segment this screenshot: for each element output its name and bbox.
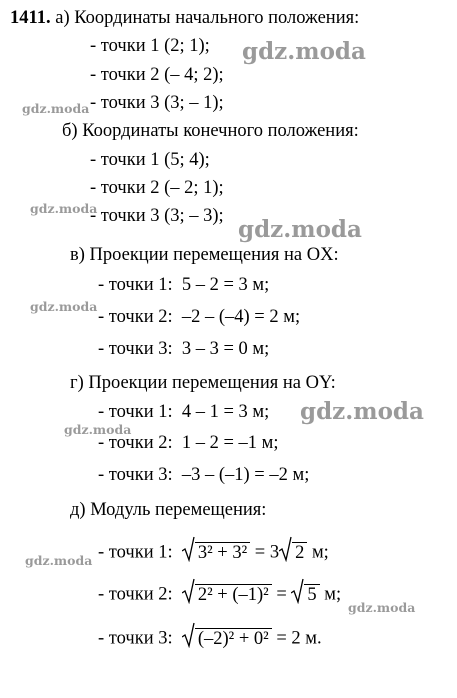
- watermark: gdz.moda: [64, 422, 132, 437]
- radicand: 2² + (–1)²: [195, 584, 272, 605]
- problem-number: 1411.: [10, 8, 51, 28]
- item-label: - точки 3:: [98, 465, 173, 485]
- watermark: gdz.moda: [300, 398, 424, 425]
- radicand: (–2)² + 0²: [195, 628, 272, 649]
- problem-heading-a: [10, 9, 359, 28]
- radical-sign-icon: [182, 622, 195, 648]
- radicand: 3² + 3²: [195, 542, 250, 563]
- section-a-item-3: - точки 3 (3; – 1);: [90, 93, 224, 113]
- result-prefix: =: [276, 584, 287, 605]
- section-b-heading: б) Координаты конечного положения:: [62, 121, 359, 141]
- section-b-item-1: - точки 1 (5; 4);: [90, 150, 210, 170]
- result-prefix: = 2 м.: [276, 628, 322, 649]
- watermark: gdz.moda: [25, 553, 93, 568]
- watermark: gdz.moda: [238, 216, 362, 243]
- section-g-heading: г) Проекции перемещения на OY:: [70, 373, 336, 393]
- watermark: gdz.moda: [22, 101, 90, 116]
- result-prefix: = 3: [254, 542, 280, 563]
- section-v-heading: в) Проекции перемещения на OX:: [70, 245, 339, 265]
- item-label: - точки 1:: [98, 275, 173, 295]
- section-a-heading: а) Координаты начального положения:: [55, 8, 360, 28]
- result-radicand: 2: [292, 542, 307, 563]
- section-a-item-2: - точки 2 (– 4; 2);: [90, 65, 224, 85]
- section-v-item-2: [98, 308, 300, 327]
- item-label: - точки 1:: [98, 542, 173, 563]
- watermark: gdz.moda: [242, 38, 366, 65]
- radical-sign-icon: [291, 578, 304, 604]
- item-label: - точки 1:: [98, 402, 173, 422]
- section-d-item-3: [98, 622, 322, 648]
- section-d-item-1: [98, 536, 329, 562]
- item-label: - точки 3:: [98, 628, 173, 649]
- item-label: - точки 2:: [98, 584, 173, 605]
- item-expression: 3 – 3 = 0 м;: [181, 339, 270, 359]
- section-v-item-3: [98, 340, 269, 359]
- item-expression: 5 – 2 = 3 м;: [181, 275, 270, 295]
- watermark: gdz.moda: [30, 299, 98, 314]
- section-a-item-1: - точки 1 (2; 1);: [90, 36, 210, 56]
- item-label: - точки 3:: [98, 339, 173, 359]
- result-suffix: м;: [319, 584, 342, 605]
- item-label: - точки 2:: [98, 433, 173, 453]
- section-d-heading: д) Модуль перемещения:: [70, 500, 267, 520]
- item-expression: –2 – (–4) = 2 м;: [181, 307, 301, 327]
- item-expression: 4 – 1 = 3 м;: [181, 402, 270, 422]
- item-expression: 1 – 2 = –1 м;: [181, 433, 279, 453]
- section-g-item-3: [98, 466, 309, 485]
- section-d-item-2: [98, 578, 341, 604]
- result-suffix: м;: [307, 542, 329, 563]
- item-expression: –3 – (–1) = –2 м;: [181, 465, 310, 485]
- section-g-item-1: [98, 403, 269, 422]
- section-b-item-2: - точки 2 (– 2; 1);: [90, 178, 224, 198]
- item-label: - точки 2:: [98, 307, 173, 327]
- radical-sign-icon: [182, 578, 195, 604]
- radical-sign-icon: [279, 536, 292, 562]
- watermark: gdz.moda: [348, 600, 416, 615]
- section-v-item-1: [98, 276, 269, 295]
- result-radicand: 5: [304, 584, 319, 605]
- radical-sign-icon: [182, 536, 195, 562]
- section-b-item-3: - точки 3 (3; – 3);: [90, 206, 224, 226]
- watermark: gdz.moda: [30, 201, 98, 216]
